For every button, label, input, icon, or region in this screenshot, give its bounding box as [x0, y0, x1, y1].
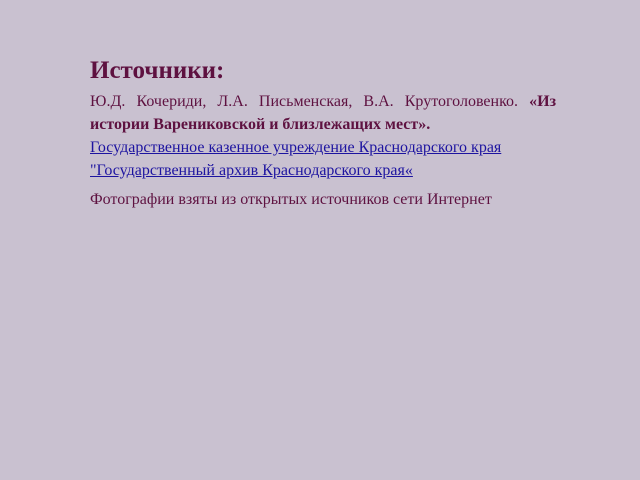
- slide-title: Источники:: [90, 57, 225, 84]
- archive-link-line-1[interactable]: Государственное казенное учреждение Краснодарского края: [90, 139, 502, 156]
- citation-authors: Ю.Д. Кочериди, Л.А. Письменская, В.А. Крутоголовенко.: [90, 93, 519, 110]
- slide-content: [90, 56, 556, 211]
- citation-book-title: «Из истории Варениковской и близлежащих мест».: [90, 93, 557, 133]
- photo-source-note: Фотографии взяты из открытых источников сети Интернет: [90, 191, 492, 208]
- source-citation: [90, 90, 556, 136]
- archive-link-line-2[interactable]: "Государственный архив Краснодарского края«: [90, 162, 413, 179]
